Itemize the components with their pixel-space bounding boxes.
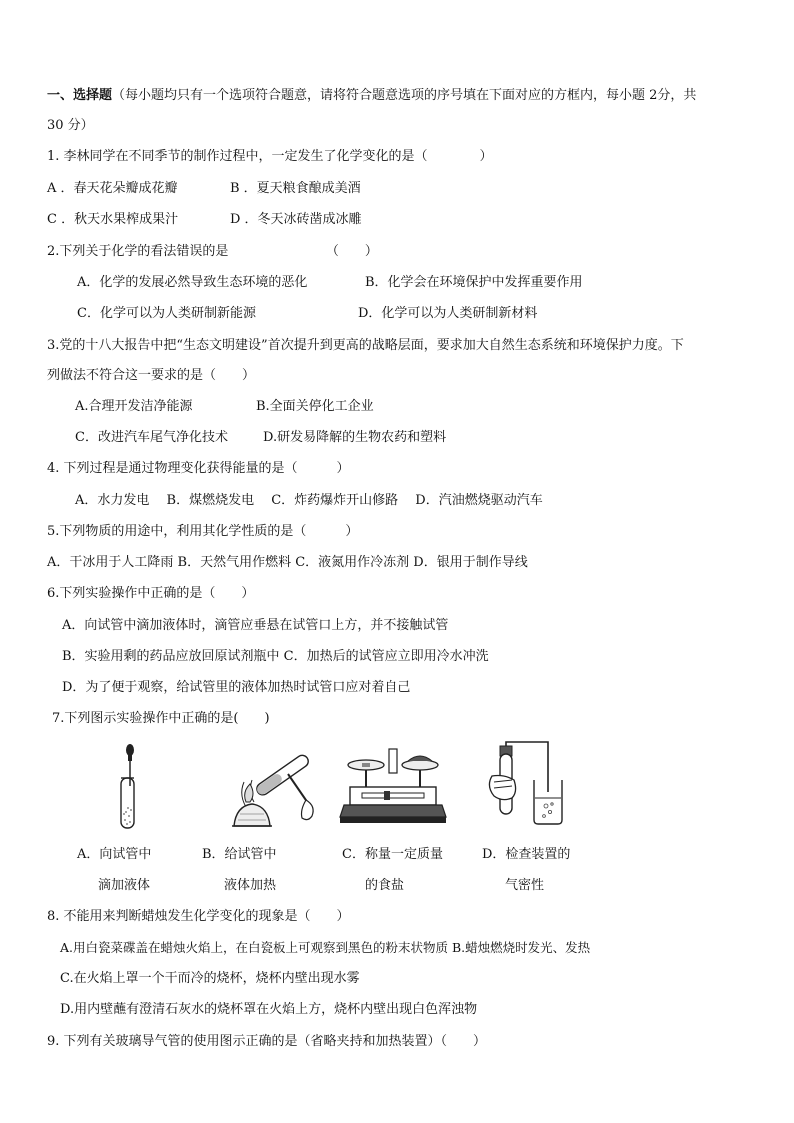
question-3-option-b: B.全面关停化工企业 bbox=[256, 399, 374, 414]
question-6-stem: 6.下列实验操作中正确的是（ ） bbox=[47, 586, 255, 601]
question-6-option-bc: B．实验用剩的药品应放回原试剂瓶中 C．加热后的试管应立即用冷水冲洗 bbox=[62, 649, 489, 664]
section-heading: 一、选择题 bbox=[47, 88, 113, 103]
question-5-options: A．干冰用于人工降雨 B．天然气用作燃料 C．液氮用作冷冻剂 D．银用于制作导线 bbox=[47, 555, 528, 570]
question-7-option-a-line2: 滴加液体 bbox=[98, 878, 151, 893]
figure-balance bbox=[338, 745, 448, 830]
question-4-options: A．水力发电 B．煤燃烧发电 C．炸药爆炸开山修路 D．汽油燃烧驱动汽车 bbox=[75, 493, 543, 508]
question-5-stem: 5.下列物质的用途中，利用其化学性质的是（ ） bbox=[47, 524, 359, 539]
question-8-option-d: D.用内壁蘸有澄清石灰水的烧杯罩在火焰上方，烧杯内壁出现白色浑浊物 bbox=[60, 1002, 478, 1017]
question-7-option-b-line2: 液体加热 bbox=[224, 878, 277, 893]
question-3-option-a: A.合理开发洁净能源 bbox=[75, 399, 193, 414]
question-2-option-c: C．化学可以为人类研制新能源 bbox=[77, 306, 256, 321]
question-1-option-a: A ．春天花朵瓣成花瓣 bbox=[47, 181, 178, 196]
question-6-option-a: A．向试管中滴加液体时，滴管应垂悬在试管口上方，并不接触试管 bbox=[62, 618, 449, 633]
question-1-option-b: B ．夏天粮食酿成美酒 bbox=[230, 181, 361, 196]
figure-dropper-test-tube bbox=[100, 742, 150, 832]
question-6-option-d: D．为了便于观察，给试管里的液体加热时试管口应对着自己 bbox=[62, 680, 411, 695]
question-3-stem-cont: 列做法不符合这一要求的是（ ） bbox=[47, 368, 256, 383]
section-instruction: （每小题均只有一个选项符合题意，请将符合题意选项的序号填在下面对应的方框内，每小题 2分，共 bbox=[112, 88, 697, 103]
question-8-option-ab: A.用白瓷菜碟盖在蜡烛火焰上，在白瓷板上可观察到黑色的粉末状物质 B.蜡烛燃烧时发光、发热 bbox=[60, 940, 591, 955]
question-4-stem: 4. 下列过程是通过物理变化获得能量的是（ ） bbox=[47, 461, 350, 476]
question-7-option-b-line1: B．给试管中 bbox=[202, 847, 277, 862]
question-7-option-d-line2: 气密性 bbox=[505, 878, 545, 893]
question-9-stem: 9. 下列有关玻璃导气管的使用图示正确的是（省略夹持和加热装置）（ ） bbox=[47, 1034, 487, 1049]
question-2-option-a: A．化学的发展必然导致生态环境的恶化 bbox=[77, 275, 308, 290]
question-7-option-d-line1: D．检查装置的 bbox=[482, 847, 571, 862]
question-3-option-c: C．改进汽车尾气净化技术 bbox=[75, 430, 228, 445]
question-8-stem: 8. 不能用来判断蜡烛发生化学变化的现象是（ ） bbox=[47, 909, 350, 924]
question-1-stem: 1. 李林同学在不同季节的制作过程中，一定发生了化学变化的是（ ） bbox=[47, 149, 493, 164]
question-7-option-c-line2: 的食盐 bbox=[365, 878, 405, 893]
question-7-option-a-line1: A．向试管中 bbox=[77, 847, 152, 862]
question-2-stem: 2.下列关于化学的看法错误的是 （ ） bbox=[47, 244, 378, 259]
question-2-option-d: D．化学可以为人类研制新材料 bbox=[358, 306, 538, 321]
question-3-option-d: D.研发易降解的生物农药和塑料 bbox=[263, 430, 447, 445]
figure-heating-test-tube bbox=[226, 740, 321, 832]
question-7-option-c-line1: C．称量一定质量 bbox=[342, 847, 443, 862]
question-2-option-b: B．化学会在环境保护中发挥重要作用 bbox=[365, 275, 583, 290]
section-header bbox=[47, 87, 696, 105]
question-3-stem: 3.党的十八大报告中把“生态文明建设”首次提升到更高的战略层面，要求加大自然生态系统和环境保护力度。下 bbox=[47, 338, 684, 353]
question-8-option-c: C.在火焰上罩一个干而冷的烧杯，烧杯内壁出现水雾 bbox=[60, 971, 360, 986]
question-7-stem: 7.下列图示实验操作中正确的是( ) bbox=[52, 711, 270, 726]
question-1-option-d: D ．冬天冰砖凿成冰雕 bbox=[230, 212, 362, 227]
question-1-option-c: C ．秋天水果榨成果汁 bbox=[47, 212, 179, 227]
section-instruction-cont: 30 分） bbox=[47, 118, 94, 133]
figure-airtightness-check bbox=[486, 740, 581, 832]
